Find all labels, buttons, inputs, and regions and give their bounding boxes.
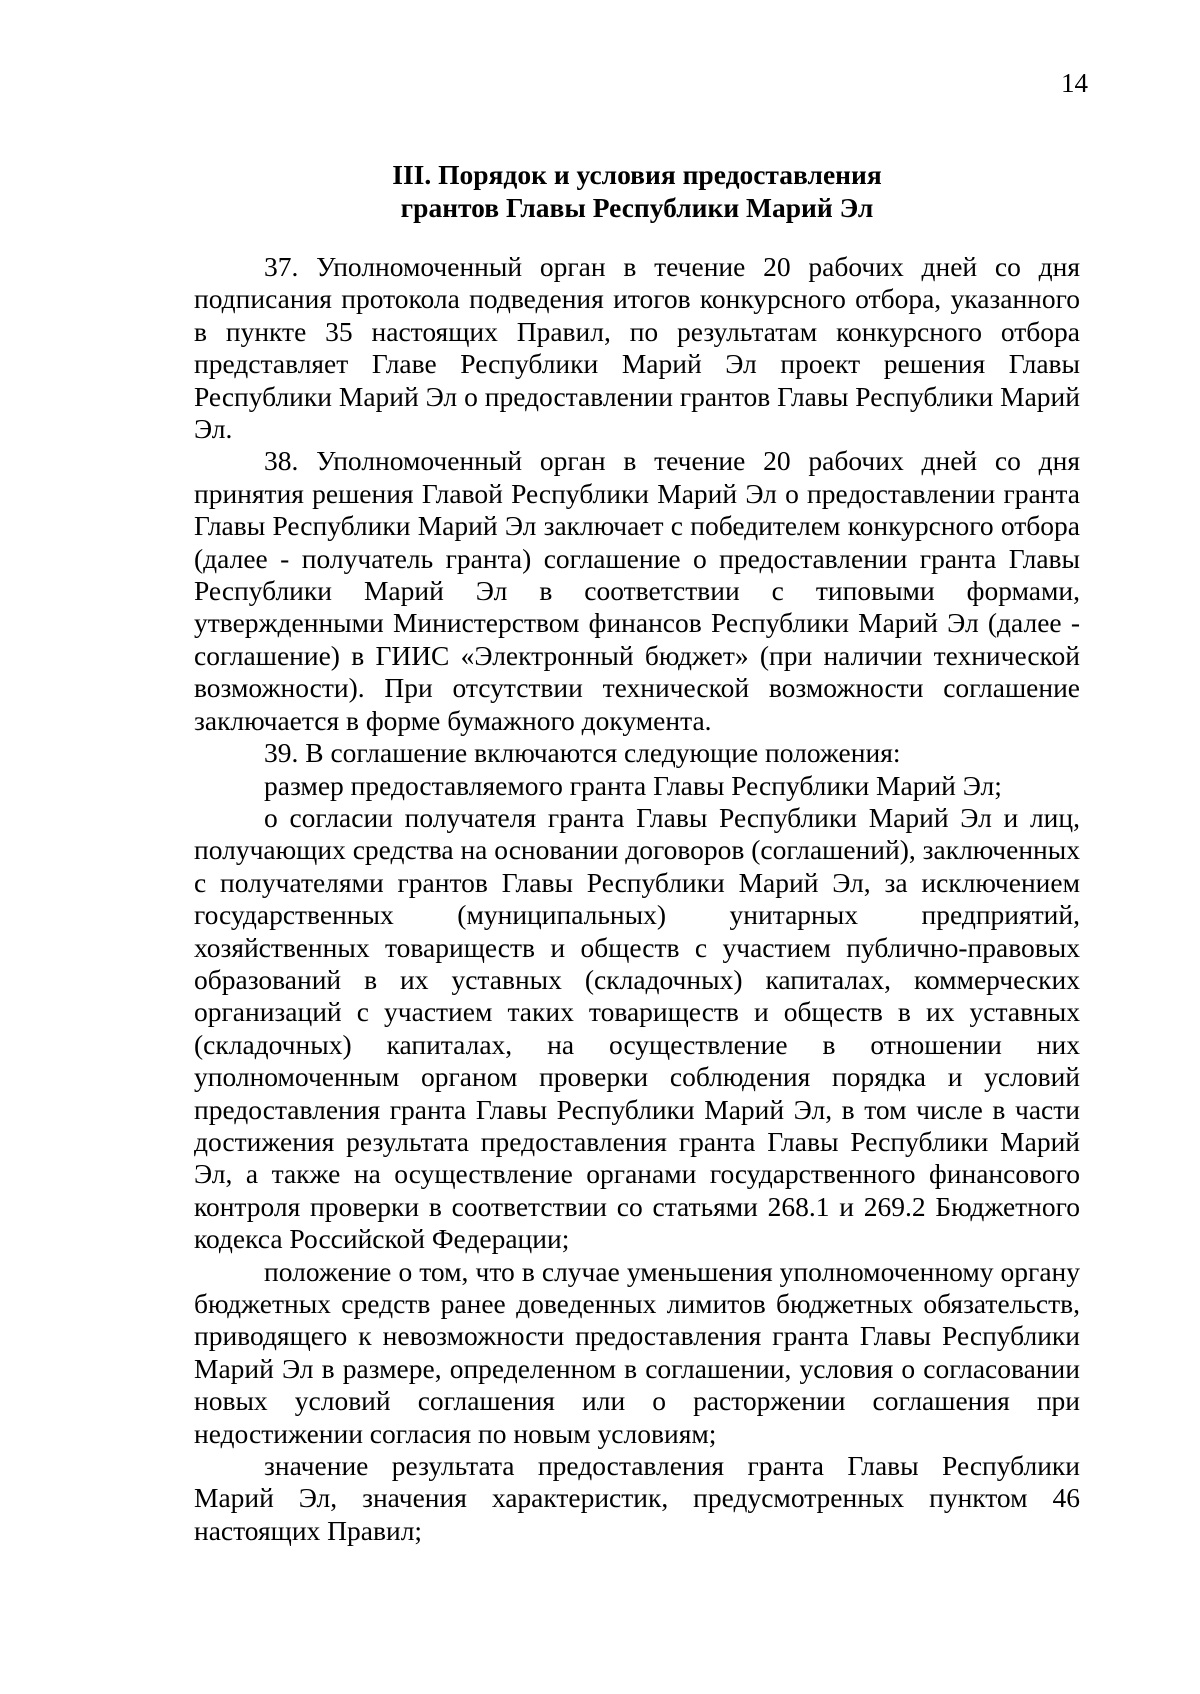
paragraph-38: 38. Уполномоченный орган в течение 20 рабочих дней со дня принятия решения Главой Республики Марий Эл о предоставлении гранта Главы Республики Марий Эл заключает с победителем конкурсного отбора (далее - получатель гранта) соглашение о предоставлении гранта Главы Республики Марий Эл в соответствии с типовыми формами, утвержденными Министерством финансов Республики Марий Эл (далее - соглашение) в ГИИС «Электронный бюджет» (при наличии технической возможности). При отсутствии технической возможности соглашение заключается в форме бумажного документа. [194, 445, 1080, 736]
section-heading [194, 158, 1080, 224]
clause-consent-to-inspection: о согласии получателя гранта Главы Республики Марий Эл и лиц, получающих средства на основании договоров (соглашений), заключенных с получателями грантов Главы Республики Марий Эл, за исключением государственных (муниципальных) унитарных предприятий, хозяйственных товариществ и обществ с участием публично-правовых образований в их уставных (складочных) капиталах, коммерческих организаций с участием таких товариществ и обществ в их уставных (складочных) капиталах, на осуществление в отношении них уполномоченным органом проверки соблюдения порядка и условий предоставления гранта Главы Республики Марий Эл, в том числе в части достижения результата предоставления гранта Главы Республики Марий Эл, а также на осуществление органами государственного финансового контроля проверки в соответствии со статьями 268.1 и 269.2 Бюджетного кодекса Российской Федерации; [194, 801, 1080, 1255]
document-body [194, 251, 1080, 1547]
page-number: 14 [1061, 68, 1088, 98]
section-heading-line-1: III. Порядок и условия предоставления [392, 159, 882, 190]
paragraph-37: 37. Уполномоченный орган в течение 20 рабочих дней со дня подписания протокола подведения итогов конкурсного отбора, указанного в пункте 35 настоящих Правил, по результатам конкурсного отбора представляет Главе Республики Марий Эл проект решения Главы Республики Марий Эл о предоставлении грантов Главы Республики Марий Эл. [194, 251, 1080, 445]
clause-grant-amount: размер предоставляемого гранта Главы Республики Марий Эл; [264, 769, 1002, 801]
section-heading-line-2: грантов Главы Республики Марий Эл [400, 192, 874, 223]
clause-result-value: значение результата предоставления гранта Главы Республики Марий Эл, значения характеристик, предусмотренных пунктом 46 настоящих Правил; [194, 1450, 1080, 1546]
clause-budget-reduction: положение о том, что в случае уменьшения уполномоченному органу бюджетных средств ранее доведенных лимитов бюджетных обязательств, приводящего к невозможности предоставления гранта Главы Республики Марий Эл в размере, определенном в соглашении, условия о согласовании новых условий соглашения или о расторжении соглашения при недостижении согласия по новым условиям; [194, 1255, 1080, 1449]
paragraph-39: 39. В соглашение включаются следующие положения: [264, 737, 901, 769]
